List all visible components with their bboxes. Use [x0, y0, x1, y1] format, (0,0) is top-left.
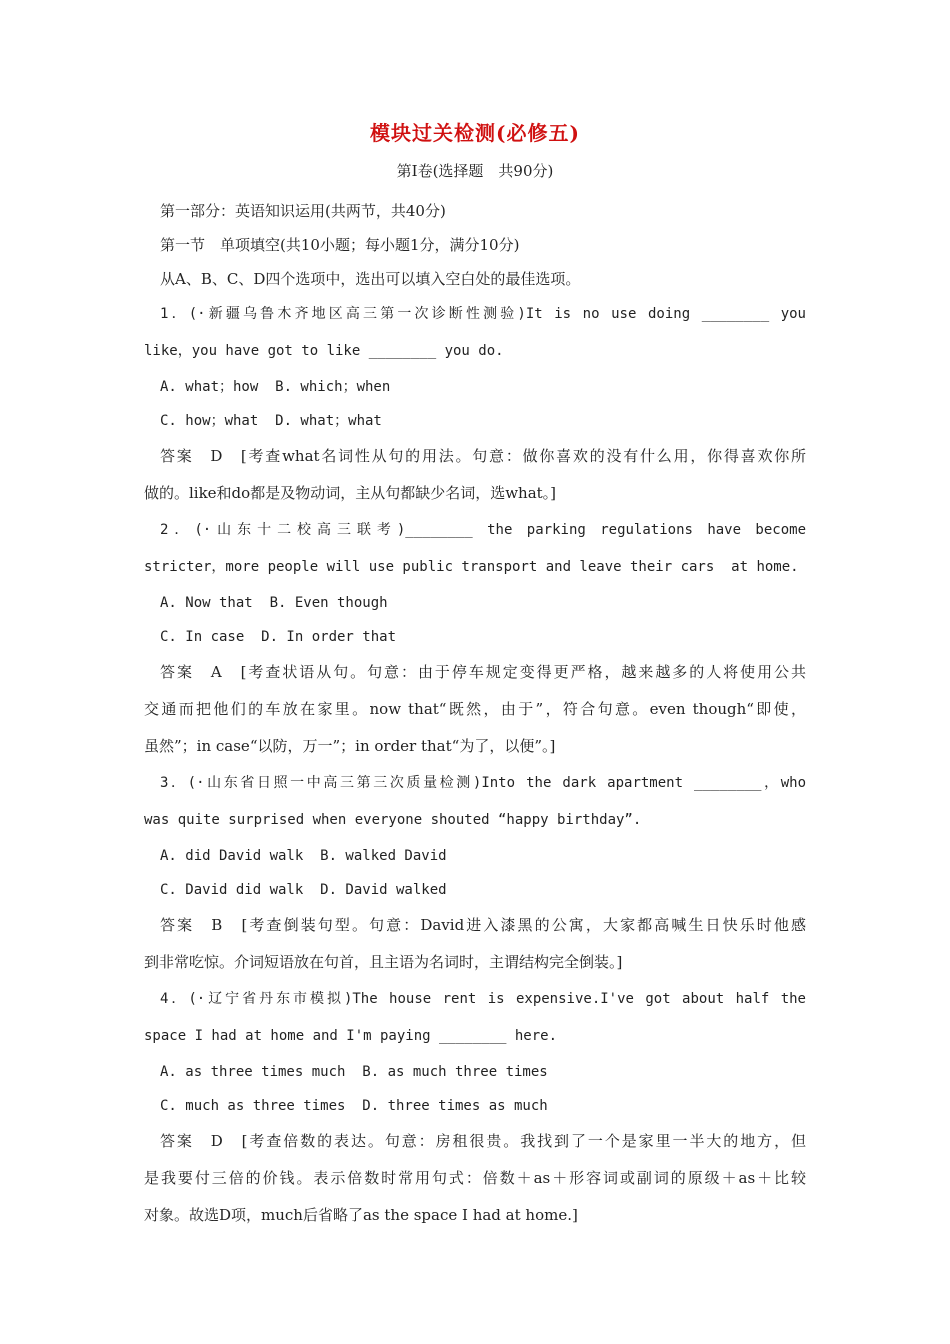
question-1-text-cont: like，you have got to like ________ you do. — [144, 343, 504, 359]
question-3-answer: 答案 B [考查倒装句型。句意：David进入漆黑的公寓，大家都高喊生日快乐时他感 — [160, 916, 806, 934]
question-3-options-ab: A. did David walk B. walked David — [160, 848, 447, 864]
question-3-options-cd: C. David did walk D. David walked — [160, 882, 447, 898]
section-heading: 第一节 单项填空(共10小题；每小题1分，满分10分) — [160, 236, 520, 254]
question-2-options-cd: C. In case D. In order that — [160, 629, 397, 645]
question-3-text-cont: was quite surprised when everyone shouted “happy birthday”. — [144, 812, 642, 828]
question-4-options-ab: A. as three times much B. as much three times — [160, 1064, 548, 1080]
question-4-options-cd: C. much as three times D. three times as much — [160, 1098, 548, 1114]
question-1-text: 1．(·新疆乌鲁木齐地区高三第一次诊断性测验)It is no use doing ________ you — [160, 306, 806, 322]
question-1-options-ab: A. what；how B. which；when — [160, 379, 391, 395]
question-3-answer-cont: 到非常吃惊。介词短语放在句首，且主语为名词时，主谓结构完全倒装。] — [144, 953, 623, 971]
question-2-options-ab: A. Now that B. Even though — [160, 595, 388, 611]
question-2-answer: 答案 A [考查状语从句。句意：由于停车规定变得更严格，越来越多的人将使用公共 — [160, 663, 806, 681]
part-heading: 第一部分：英语知识运用(共两节，共40分) — [160, 202, 446, 220]
page-subtitle: 第Ⅰ卷(选择题 共90分) — [396, 162, 554, 180]
question-4-text: 4．(·辽宁省丹东市模拟)The house rent is expensive.I've got about half the — [160, 991, 806, 1007]
question-4-answer-cont: 是我要付三倍的价钱。表示倍数时常用句式：倍数＋as＋形容词或副词的原级＋as＋比较 — [144, 1169, 806, 1187]
page-title: 模块过关检测(必修五) — [370, 121, 580, 145]
question-1-answer-cont: 做的。like和do都是及物动词，主从句都缺少名词，选what。] — [144, 484, 557, 502]
question-3-text: 3．(·山东省日照一中高三第三次质量检测)Into the dark apartment ________，who — [160, 775, 806, 791]
document-page — [144, 118, 806, 1234]
instruction-text: 从A、B、C、D四个选项中，选出可以填入空白处的最佳选项。 — [160, 270, 581, 288]
question-2-answer-cont: 交通而把他们的车放在家里。now that“既然，由于”，符合句意。even though“即使， — [144, 700, 806, 718]
question-4-answer-cont2: 对象。故选D项，much后省略了as the space I had at home.] — [144, 1206, 578, 1224]
question-2-answer-cont2: 虽然”；in case“以防，万一”；in order that“为了，以便”。] — [144, 737, 556, 755]
question-4-answer: 答案 D [考查倍数的表达。句意：房租很贵。我找到了一个是家里一半大的地方，但 — [160, 1132, 806, 1150]
question-2-text: 2．(·山东十二校高三联考)________ the parking regulations have become — [160, 522, 806, 538]
question-1-answer: 答案 D [考查what名词性从句的用法。句意：做你喜欢的没有什么用，你得喜欢你所 — [160, 447, 806, 465]
question-1-options-cd: C. how；what D. what；what — [160, 413, 382, 429]
question-2-text-cont: stricter，more people will use public transport and leave their cars at home. — [144, 559, 799, 575]
question-4-text-cont: space I had at home and I'm paying ________ here. — [144, 1028, 558, 1044]
